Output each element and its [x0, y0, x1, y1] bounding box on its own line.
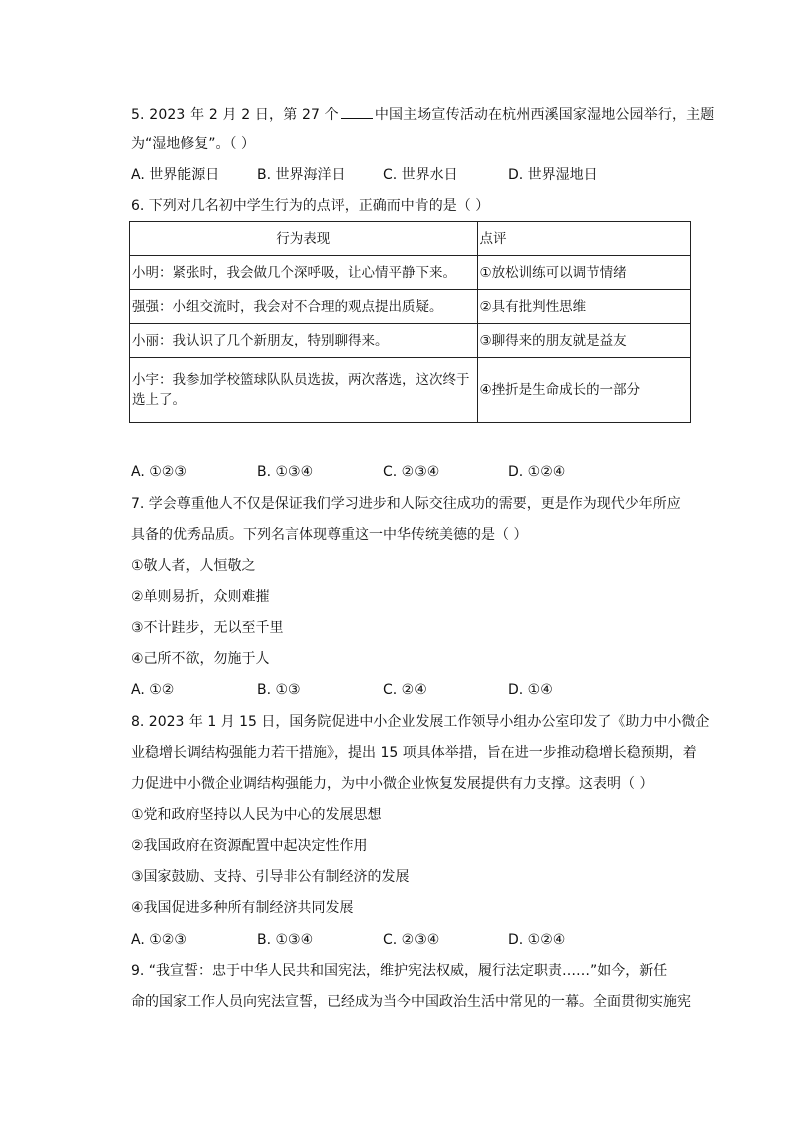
q8-item-1: ①党和政府坚持以人民为中心的发展思想 [131, 807, 382, 823]
table-header-behavior: 行为表现 [130, 222, 478, 256]
q7-stem-line2: 具备的优秀品质。下列名言体现尊重这一中华传统美德的是（ ） [131, 527, 528, 543]
q6-option-c: C. ②③④ [383, 464, 440, 480]
q7-item-4: ④己所不欲，勿施于人 [131, 651, 270, 667]
q5-option-a: A. 世界能源日 [131, 167, 220, 183]
q7-option-d: D. ①④ [508, 682, 553, 698]
answer-blank [341, 104, 373, 119]
q7-stem-line1: 7. 学会尊重他人不仅是保证我们学习进步和人际交往成功的需要，更是作为现代少年所应 [131, 496, 681, 512]
q8-option-c: C. ②③④ [383, 932, 440, 948]
q6-option-b: B. ①③④ [257, 464, 314, 480]
table-cell: 小明：紧张时，我会做几个深呼吸，让心情平静下来。 [130, 256, 478, 290]
q7-item-1: ①敬人者，人恒敬之 [131, 558, 256, 574]
q8-item-2: ②我国政府在资源配置中起决定性作用 [131, 838, 368, 854]
q7-option-c: C. ②④ [383, 682, 427, 698]
q5-option-c: C. 世界水日 [383, 167, 458, 183]
table-cell: 小宇：我参加学校篮球队队员选拔，两次落选，这次终于选上了。 [130, 358, 478, 423]
table-cell: ④挫折是生命成长的一部分 [477, 358, 690, 423]
q7-item-2: ②单则易折，众则难摧 [131, 589, 270, 605]
table-row [130, 290, 691, 324]
q8-stem-line1: 8. 2023 年 1 月 15 日，国务院促进中小企业发展工作领导小组办公室印发了《助力中小微企 [131, 714, 710, 730]
q5-stem-line2: 为“湿地修复”。（ ） [131, 136, 255, 152]
q8-option-d: D. ①②④ [508, 932, 566, 948]
q7-item-3: ③不计跬步，无以至千里 [131, 620, 284, 636]
table-cell: 小丽：我认识了几个新朋友，特别聊得来。 [130, 324, 478, 358]
q7-option-a: A. ①② [131, 682, 175, 698]
q6-stem: 6. 下列对几名初中学生行为的点评，正确而中肯的是（ ） [131, 198, 490, 214]
q8-stem-line2: 业稳增长调结构强能力若干措施》，提出 15 项具体举措，旨在进一步推动稳增长稳预期，着 [131, 745, 697, 761]
q6-table [129, 221, 691, 423]
q6-option-d: D. ①②④ [508, 464, 566, 480]
table-header-comment: 点评 [477, 222, 690, 256]
q5-option-b: B. 世界海洋日 [257, 167, 346, 183]
q8-item-3: ③国家鼓励、支持、引导非公有制经济的发展 [131, 869, 410, 885]
table-row [130, 358, 691, 423]
table-cell: ①放松训练可以调节情绪 [477, 256, 690, 290]
q7-option-b: B. ①③ [257, 682, 301, 698]
table-header-row [130, 222, 691, 256]
table-cell: ②具有批判性思维 [477, 290, 690, 324]
q5-option-d: D. 世界湿地日 [508, 167, 598, 183]
q8-stem-line3: 力促进中小微企业调结构强能力，为中小微企业恢复发展提供有力支撑。这表明（ ） [131, 776, 654, 792]
q9-stem-line1: 9. “我宣誓：忠于中华人民共和国宪法，维护宪法权威，履行法定职责……”如今，新任 [131, 963, 668, 979]
q8-item-4: ④我国促进多种所有制经济共同发展 [131, 900, 354, 916]
table-cell: ③聊得来的朋友就是益友 [477, 324, 690, 358]
q5-stem-line1: 5. 2023 年 2 月 2 日，第 27 个 中国主场宣传活动在杭州西溪国家湿地公园举行，主题 [131, 104, 714, 125]
table-cell: 强强：小组交流时，我会对不合理的观点提出质疑。 [130, 290, 478, 324]
q9-stem-line2: 命的国家工作人员向宪法宣誓，已经成为当今中国政治生活中常见的一幕。全面贯彻实施宪 [131, 994, 691, 1010]
q8-option-b: B. ①③④ [257, 932, 314, 948]
q6-option-a: A. ①②③ [131, 464, 187, 480]
table-row [130, 256, 691, 290]
table-row [130, 324, 691, 358]
q8-option-a: A. ①②③ [131, 932, 187, 948]
